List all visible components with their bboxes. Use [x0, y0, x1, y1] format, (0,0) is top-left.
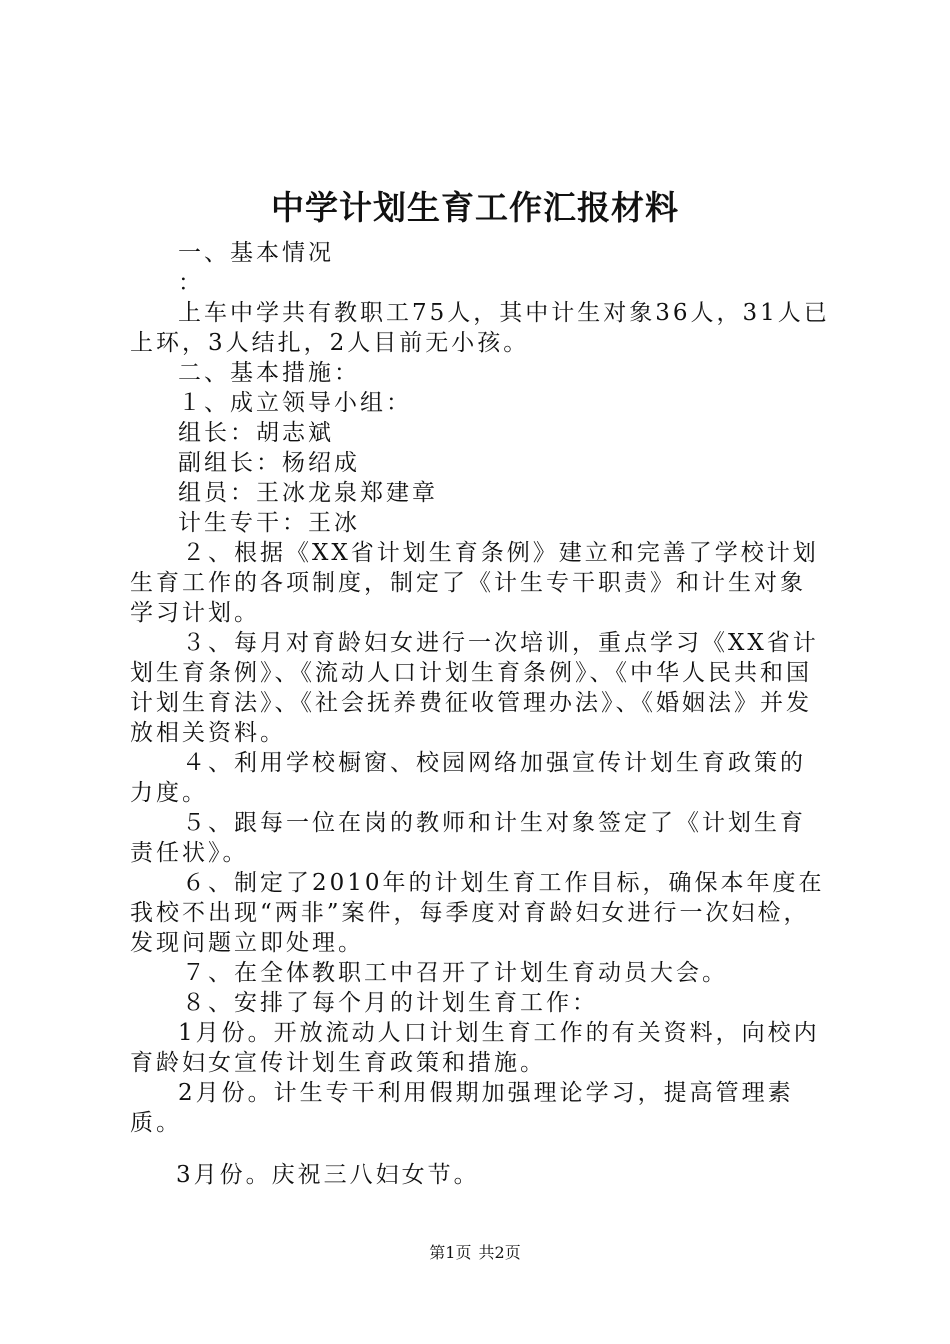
members-line: 组员：王冰龙泉郑建章 [178, 480, 438, 506]
list-item-4: ４、利用学校橱窗、校园网络加强宣传计划生育政策的力度。 [130, 750, 806, 806]
section-heading-measures: 二、基本措施： [178, 360, 360, 386]
page-footer [0, 1243, 950, 1263]
section-heading-basic-situation: 一、基本情况 [178, 240, 334, 266]
list-item-6: ６、制定了2010年的计划生育工作目标，确保本年度在我校不出现“两非”案件，每季度对育龄妇女进行一次妇检，发现问题立即处理。 [130, 870, 825, 956]
list-item-1: １、成立领导小组： [178, 390, 412, 416]
month-1-plan: 1月份。开放流动人口计划生育工作的有关资料，向校内育龄妇女宣传计划生育政策和措施。 [130, 1020, 820, 1076]
deputy-leader-line: 副组长：杨绍成 [178, 450, 360, 476]
list-item-3: ３、每月对育龄妇女进行一次培训，重点学习《XX省计划生育条例》、《流动人口计划生育条例》、《中华人民共和国计划生育法》、《社会抚养费征收管理办法》、《婚姻法》并发放相关资料。 [130, 630, 819, 746]
colon-line: ： [178, 270, 204, 296]
specialist-line: 计生专干：王冰 [178, 510, 360, 536]
document-body [130, 238, 830, 1190]
list-item-8: ８、安排了每个月的计划生育工作： [182, 990, 598, 1016]
page-number: 第1页 [429, 1243, 472, 1262]
month-2-plan: 2月份。计生专干利用假期加强理论学习，提高管理素质。 [130, 1080, 794, 1136]
list-item-2: ２、根据《XX省计划生育条例》建立和完善了学校计划生育工作的各项制度，制定了《计生专干职责》和计生对象学习计划。 [130, 540, 819, 626]
document-title: 中学计划生育工作汇报材料 [271, 188, 679, 227]
page-total: 共2页 [478, 1243, 521, 1262]
month-3-plan: 3月份。庆祝三八妇女节。 [176, 1162, 480, 1188]
list-item-5: ５、跟每一位在岗的教师和计生对象签定了《计划生育责任状》。 [130, 810, 806, 866]
list-item-7: ７、在全体教职工中召开了计划生育动员大会。 [182, 960, 728, 986]
leader-line: 组长：胡志斌 [178, 420, 334, 446]
paragraph-staff-stats-text: 上车中学共有教职工75人，其中计生对象36人，31人已上环，3人结扎，2人目前无小孩。 [130, 300, 830, 356]
paragraph-staff-stats [130, 298, 830, 358]
